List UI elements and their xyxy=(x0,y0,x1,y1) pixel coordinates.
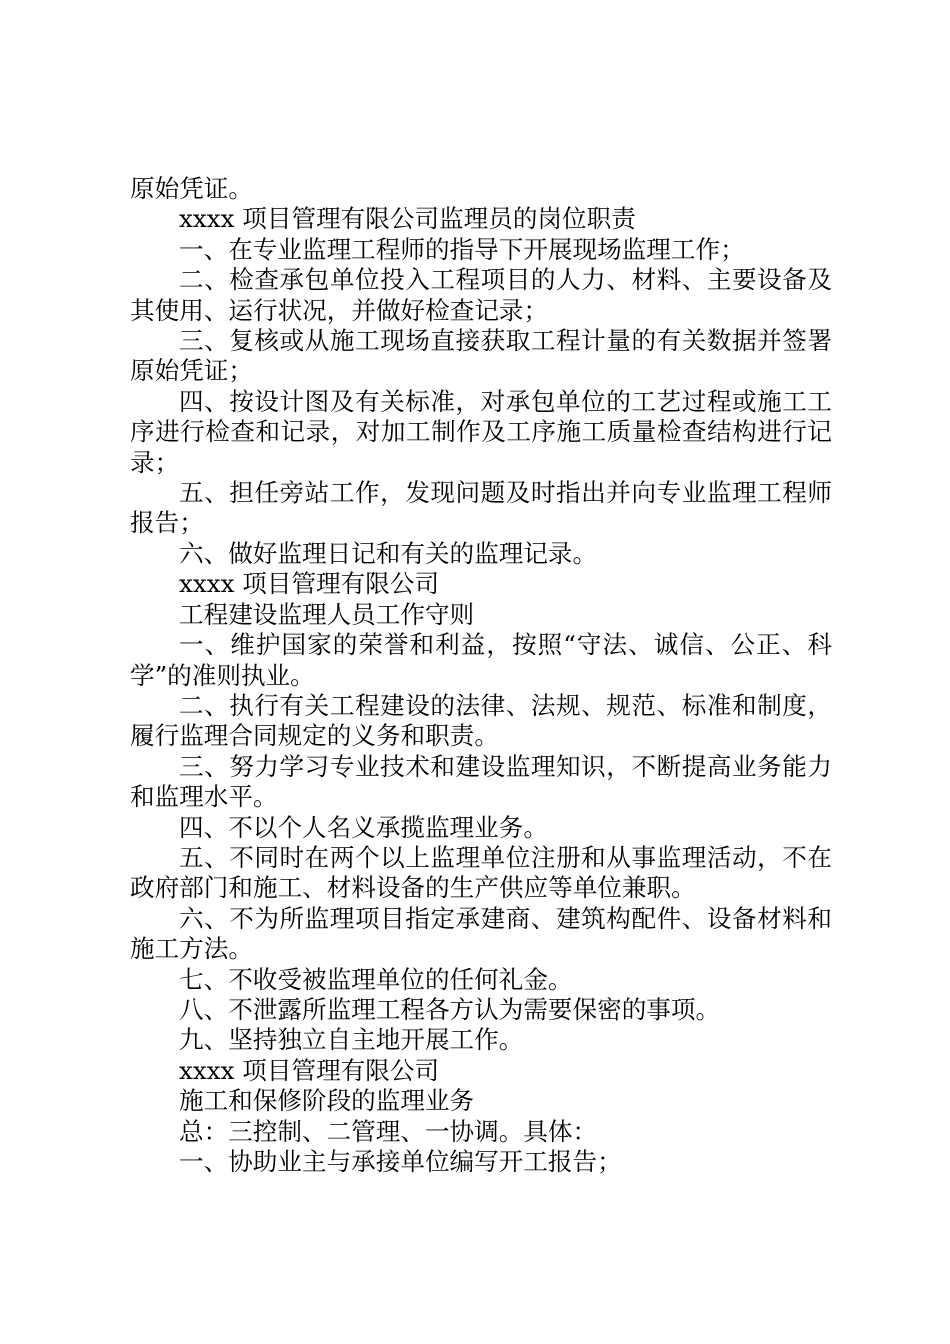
paragraph: 一、在专业监理工程师的指导下开展现场监理工作； xyxy=(179,234,745,264)
paragraph: 工程建设监理人员工作守则 xyxy=(179,599,475,629)
document-body xyxy=(130,174,832,1177)
paragraph: 六、不为所监理项目指定承建商、建筑构配件、设备材料和施工方法。 xyxy=(130,903,832,964)
paragraph: 五、不同时在两个以上监理单位注册和从事监理活动，不在政府部门和施工、材料设备的生产供应等单位兼职。 xyxy=(130,842,832,903)
paragraph: 五、担任旁站工作，发现问题及时指出并向专业监理工程师报告； xyxy=(130,478,832,538)
paragraph: 原始凭证。 xyxy=(130,174,253,203)
paragraph: 施工和保修阶段的监理业务 xyxy=(179,1086,475,1116)
paragraph: 三、努力学习专业技术和建设监理知识，不断提高业务能力和监理水平。 xyxy=(130,751,832,812)
paragraph: 一、协助业主与承接单位编写开工报告； xyxy=(179,1147,622,1176)
paragraph: 二、执行有关工程建设的法律、法规、规范、标准和制度，履行监理合同规定的义务和职责。 xyxy=(130,690,832,751)
paragraph: 六、做好监理日记和有关的监理记录。 xyxy=(179,538,598,568)
paragraph: 七、不收受被监理单位的任何礼金。 xyxy=(179,964,573,994)
paragraph: 三、复核或从施工现场直接获取工程计量的有关数据并签署原始凭证； xyxy=(130,326,832,386)
paragraph: xxxx 项目管理有限公司 xyxy=(179,1055,440,1085)
paragraph: xxxx 项目管理有限公司监理员的岗位职责 xyxy=(179,204,636,234)
paragraph: 九、坚持独立自主地开展工作。 xyxy=(179,1025,524,1055)
paragraph: 四、不以个人名义承揽监理业务。 xyxy=(179,812,548,842)
paragraph: 一、维护国家的荣誉和利益，按照“守法、诚信、公正、科学”的准则执业。 xyxy=(130,630,832,690)
paragraph: 总：三控制、二管理、一协调。具体： xyxy=(179,1116,598,1146)
paragraph: 八、不泄露所监理工程各方认为需要保密的事项。 xyxy=(179,994,721,1024)
paragraph: xxxx 项目管理有限公司 xyxy=(179,569,440,599)
paragraph: 二、检查承包单位投入工程项目的人力、材料、主要设备及其使用、运行状况，并做好检查记录； xyxy=(130,265,832,325)
paragraph: 四、按设计图及有关标准，对承包单位的工艺过程或施工工序进行检查和记录，对加工制作及工序施工质量检查结构进行记录； xyxy=(130,386,832,477)
